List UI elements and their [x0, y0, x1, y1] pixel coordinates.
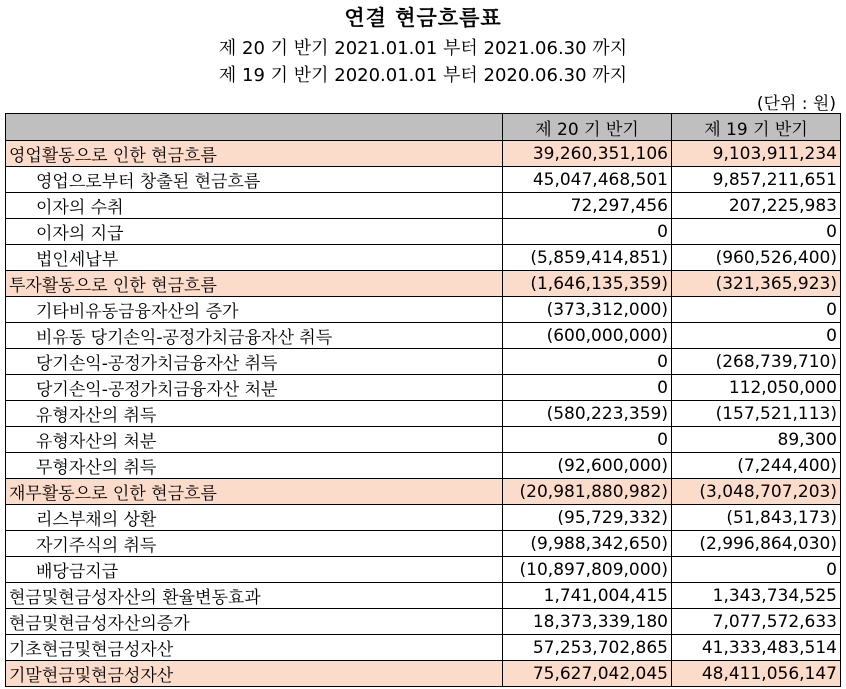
row-label: 재무활동으로 인한 현금흐름	[6, 479, 503, 505]
current-value: 1,741,004,415	[503, 583, 672, 609]
prior-value: 0	[672, 323, 841, 349]
current-value: 0	[503, 375, 672, 401]
row-label: 자기주식의 취득	[6, 531, 503, 557]
table-row	[6, 453, 841, 479]
table-row	[6, 193, 841, 219]
period-current: 제 20 기 반기 2021.01.01 부터 2021.06.30 까지	[218, 38, 628, 59]
row-label: 기타비유동금융자산의 증가	[6, 297, 503, 323]
prior-value: (268,739,710)	[672, 349, 841, 375]
row-label: 투자활동으로 인한 현금흐름	[6, 271, 503, 297]
row-label: 배당금지급	[6, 557, 503, 583]
row-label: 유형자산의 처분	[6, 427, 503, 453]
header-current-period: 제 20 기 반기	[503, 114, 672, 141]
current-value: (95,729,332)	[503, 505, 672, 531]
table-row	[6, 323, 841, 349]
table-row	[6, 635, 841, 661]
row-label: 비유동 당기손익-공정가치금융자산 취득	[6, 323, 503, 349]
current-value: 75,627,042,045	[503, 661, 672, 687]
row-label: 당기손익-공정가치금융자산 처분	[6, 375, 503, 401]
row-label: 리스부채의 상환	[6, 505, 503, 531]
prior-value: 89,300	[672, 427, 841, 453]
current-value: (373,312,000)	[503, 297, 672, 323]
prior-value: (7,244,400)	[672, 453, 841, 479]
cash-flow-table	[5, 113, 841, 687]
table-row	[6, 245, 841, 271]
unit-label: (단위 : 원)	[756, 94, 836, 114]
prior-value: (51,843,173)	[672, 505, 841, 531]
table-row	[6, 349, 841, 375]
table-row	[6, 141, 841, 167]
current-value: 57,253,702,865	[503, 635, 672, 661]
prior-value: 0	[672, 297, 841, 323]
row-label: 유형자산의 취득	[6, 401, 503, 427]
table-row	[6, 271, 841, 297]
table-row	[6, 297, 841, 323]
prior-value: (157,521,113)	[672, 401, 841, 427]
table-row	[6, 661, 841, 687]
current-value: 0	[503, 219, 672, 245]
current-value: (1,646,135,359)	[503, 271, 672, 297]
table-row	[6, 479, 841, 505]
prior-value: (321,365,923)	[672, 271, 841, 297]
table-row	[6, 505, 841, 531]
current-value: 0	[503, 349, 672, 375]
row-label: 당기손익-공정가치금융자산 취득	[6, 349, 503, 375]
table-row	[6, 427, 841, 453]
prior-value: 9,103,911,234	[672, 141, 841, 167]
current-value: 0	[503, 427, 672, 453]
prior-value: 41,333,483,514	[672, 635, 841, 661]
current-value: 45,047,468,501	[503, 167, 672, 193]
table-row	[6, 531, 841, 557]
period-prior: 제 19 기 반기 2020.01.01 부터 2020.06.30 까지	[218, 65, 628, 86]
prior-value: 9,857,211,651	[672, 167, 841, 193]
prior-value: 0	[672, 219, 841, 245]
table-row	[6, 219, 841, 245]
prior-value: (2,996,864,030)	[672, 531, 841, 557]
current-value: (20,981,880,982)	[503, 479, 672, 505]
row-label: 영업으로부터 창출된 현금흐름	[6, 167, 503, 193]
table-row	[6, 609, 841, 635]
current-value: 72,297,456	[503, 193, 672, 219]
prior-value: 7,077,572,633	[672, 609, 841, 635]
row-label: 이자의 지급	[6, 219, 503, 245]
prior-value: 0	[672, 557, 841, 583]
table-row	[6, 557, 841, 583]
prior-value: 48,411,056,147	[672, 661, 841, 687]
row-label: 법인세납부	[6, 245, 503, 271]
current-value: (10,897,809,000)	[503, 557, 672, 583]
prior-value: (3,048,707,203)	[672, 479, 841, 505]
current-value: (5,859,414,851)	[503, 245, 672, 271]
row-label: 현금및현금성자산의 환율변동효과	[6, 583, 503, 609]
prior-value: 112,050,000	[672, 375, 841, 401]
prior-value: 207,225,983	[672, 193, 841, 219]
current-value: (600,000,000)	[503, 323, 672, 349]
row-label: 기말현금및현금성자산	[6, 661, 503, 687]
header-prior-period: 제 19 기 반기	[672, 114, 841, 141]
current-value: (92,600,000)	[503, 453, 672, 479]
statement-title: 연결 현금흐름표	[344, 6, 502, 30]
header-blank-cell	[6, 114, 503, 141]
row-label: 현금및현금성자산의증가	[6, 609, 503, 635]
current-value: 39,260,351,106	[503, 141, 672, 167]
row-label: 무형자산의 취득	[6, 453, 503, 479]
row-label: 이자의 수취	[6, 193, 503, 219]
table-row	[6, 401, 841, 427]
prior-value: (960,526,400)	[672, 245, 841, 271]
table-row	[6, 375, 841, 401]
table-header-row	[6, 114, 841, 141]
current-value: (580,223,359)	[503, 401, 672, 427]
row-label: 영업활동으로 인한 현금흐름	[6, 141, 503, 167]
row-label: 기초현금및현금성자산	[6, 635, 503, 661]
table-row	[6, 167, 841, 193]
current-value: (9,988,342,650)	[503, 531, 672, 557]
prior-value: 1,343,734,525	[672, 583, 841, 609]
current-value: 18,373,339,180	[503, 609, 672, 635]
table-row	[6, 583, 841, 609]
